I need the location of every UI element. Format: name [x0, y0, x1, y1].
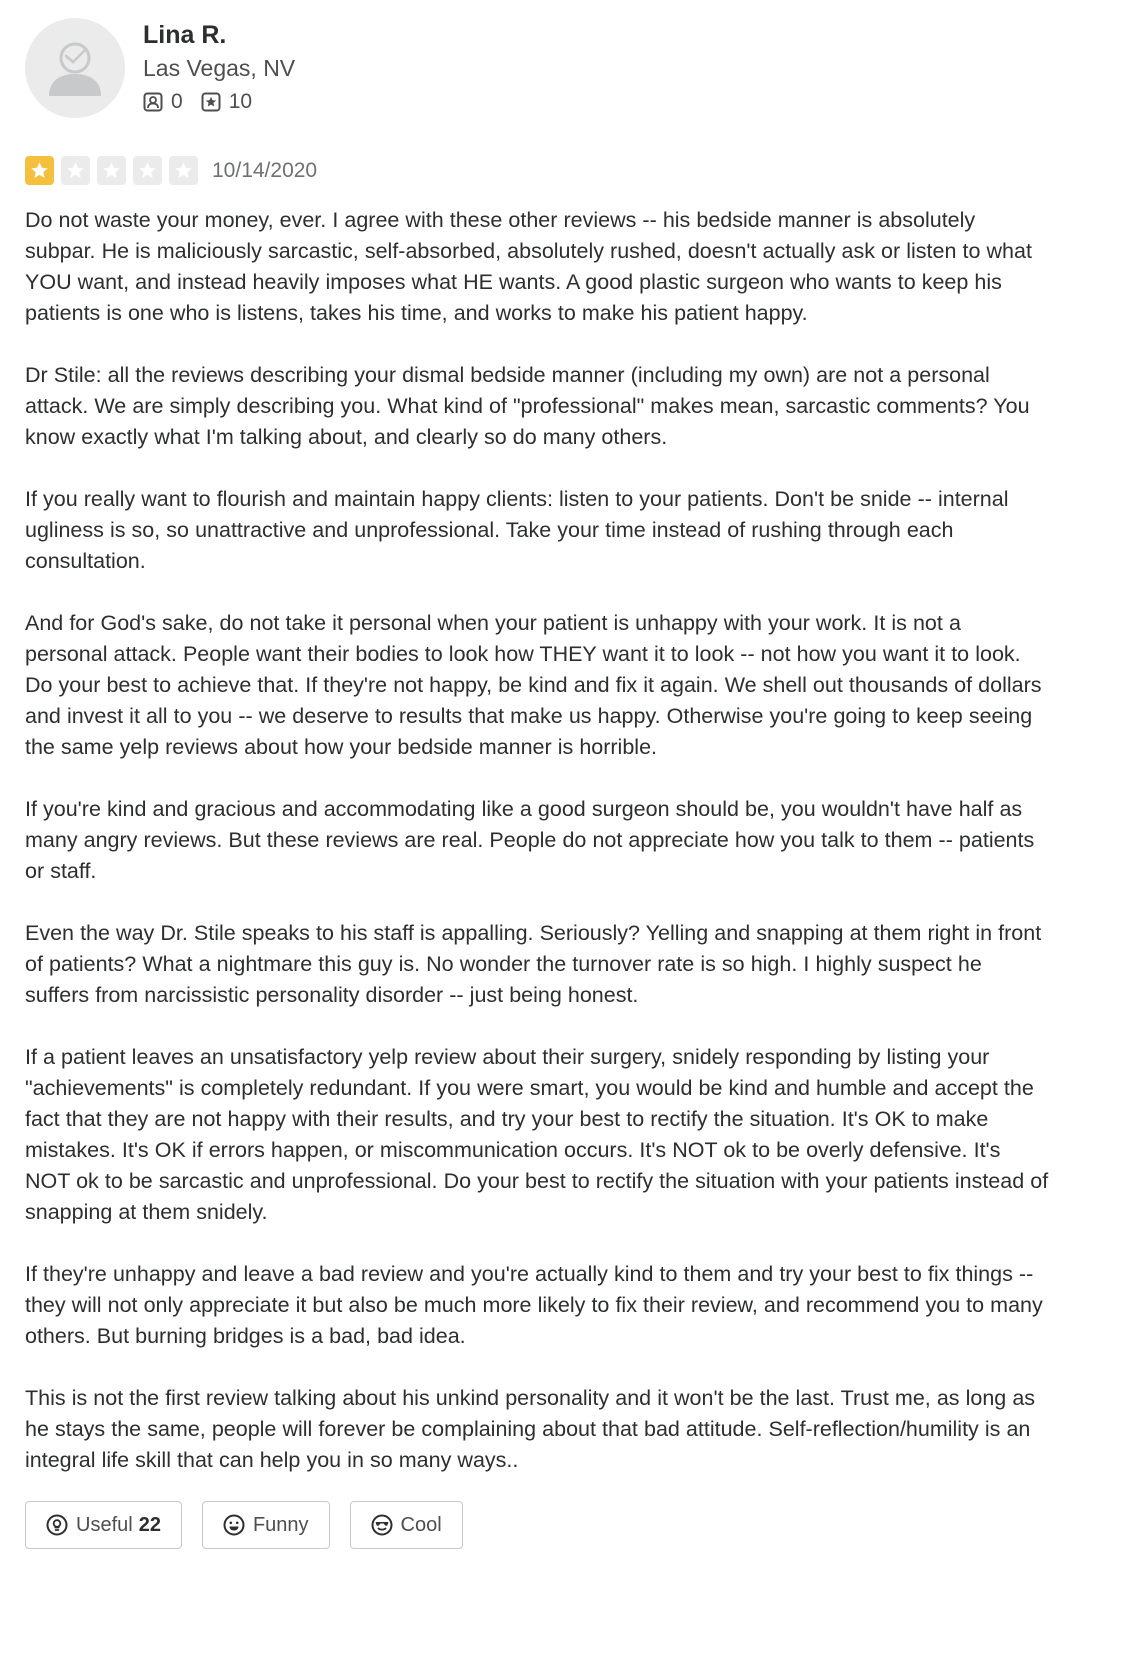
review-paragraph: This is not the first review talking about his unkind personality and it won't be the last. Trust me, as long as he stays the same, people will forever be complaining about that bad attitude. Self-reflection/humility is an integral life skill that can help you in so many ways.. [25, 1386, 1036, 1472]
smile-icon [223, 1514, 245, 1536]
default-user-avatar-icon [43, 36, 107, 100]
useful-button[interactable] [25, 1501, 182, 1549]
cool-button[interactable] [350, 1501, 463, 1549]
review-paragraph: If they're unhappy and leave a bad review and you're actually kind to them and try your best to fix things -- they will not only appreciate it but also be much more likely to fix their review, and recommend you to many others. But burning bridges is a bad, bad idea. [25, 1262, 1043, 1348]
star-rating [25, 156, 205, 185]
user-avatar[interactable] [25, 18, 125, 118]
funny-label: Funny [252, 1513, 309, 1536]
rating-row [25, 156, 1045, 185]
star-empty-icon [133, 156, 162, 185]
star-empty-icon [61, 156, 90, 185]
review-paragraph: Even the way Dr. Stile speaks to his staff is appalling. Seriously? Yelling and snapping at them right in front of patients? What a nightmare this guy is. No wonder the turnover rate is so high. I highly suspect he suffers from narcissistic personality disorder -- just being honest. [25, 921, 1042, 1007]
lightbulb-icon [46, 1514, 68, 1536]
user-name[interactable]: Lina R. [143, 21, 227, 49]
sunglasses-icon [371, 1514, 393, 1536]
friends-icon [143, 92, 163, 112]
cool-label: Cool [400, 1513, 442, 1536]
user-location: Las Vegas, NV [143, 55, 296, 81]
review-paragraph: Dr Stile: all the reviews describing your dismal bedside manner (including my own) are not a personal attack. We are simply describing you. What kind of "professional" makes mean, sarcastic comments? You know exactly what I'm talking about, and clearly so do many others. [25, 363, 1030, 449]
user-info [143, 18, 295, 114]
useful-label: Useful [76, 1513, 133, 1536]
funny-button[interactable] [202, 1501, 330, 1549]
reviews-count: 10 [228, 90, 253, 113]
useful-count: 22 [138, 1513, 161, 1536]
star-empty-icon [97, 156, 126, 185]
reviews-stat [201, 90, 252, 114]
review-date: 10/14/2020 [212, 158, 318, 182]
friends-count: 0 [171, 90, 183, 113]
user-header [25, 18, 1045, 118]
user-stats [143, 90, 295, 114]
reaction-buttons [25, 1501, 1045, 1549]
review-text [25, 205, 1049, 1476]
review-star-icon [201, 92, 221, 112]
star-empty-icon [169, 156, 198, 185]
review-card [25, 18, 1049, 1549]
review-paragraph: Do not waste your money, ever. I agree with these other reviews -- his bedside manner is absolutely subpar. He is maliciously sarcastic, self-absorbed, absolutely rushed, doesn't actually ask or listen to what YOU want, and instead heavily imposes what HE wants. A good plastic surgeon who wants to keep his patients is one who is listens, takes his time, and works to make his patient happy. [25, 208, 1032, 325]
review-paragraph: If a patient leaves an unsatisfactory yelp review about their surgery, snidely responding by listing your "achievements" is completely redundant. If you were smart, you would be kind and humble and accept the fact that they are not happy with their results, and try your best to rectify the situation. It's OK to make mistakes. It's OK if errors happen, or miscommunication occurs. It's NOT ok to be overly defensive. It's NOT ok to be sarcastic and unprofessional. Do your best to rectify the situation with your patients instead of snapping at them snidely. [25, 1045, 1049, 1224]
review-paragraph: If you really want to flourish and maintain happy clients: listen to your patients. Don't be snide -- internal ugliness is so, so unattractive and unprofessional. Take your time instead of rushing through each consultation. [25, 487, 1009, 573]
star-filled-icon [25, 156, 54, 185]
friends-stat [143, 90, 183, 114]
review-paragraph: If you're kind and gracious and accommodating like a good surgeon should be, you wouldn't have half as many angry reviews. But these reviews are real. People do not appreciate how you talk to them -- patients or staff. [25, 797, 1035, 883]
review-paragraph: And for God's sake, do not take it personal when your patient is unhappy with your work. It is not a personal attack. People want their bodies to look how THEY want it to look -- not how you want it to look. Do your best to achieve that. If they're not happy, be kind and fix it again. We shell out thousands of dollars and invest it all to you -- we deserve to results that make us happy. Otherwise you're going to keep seeing the same yelp reviews about how your bedside manner is horrible. [25, 611, 1042, 759]
